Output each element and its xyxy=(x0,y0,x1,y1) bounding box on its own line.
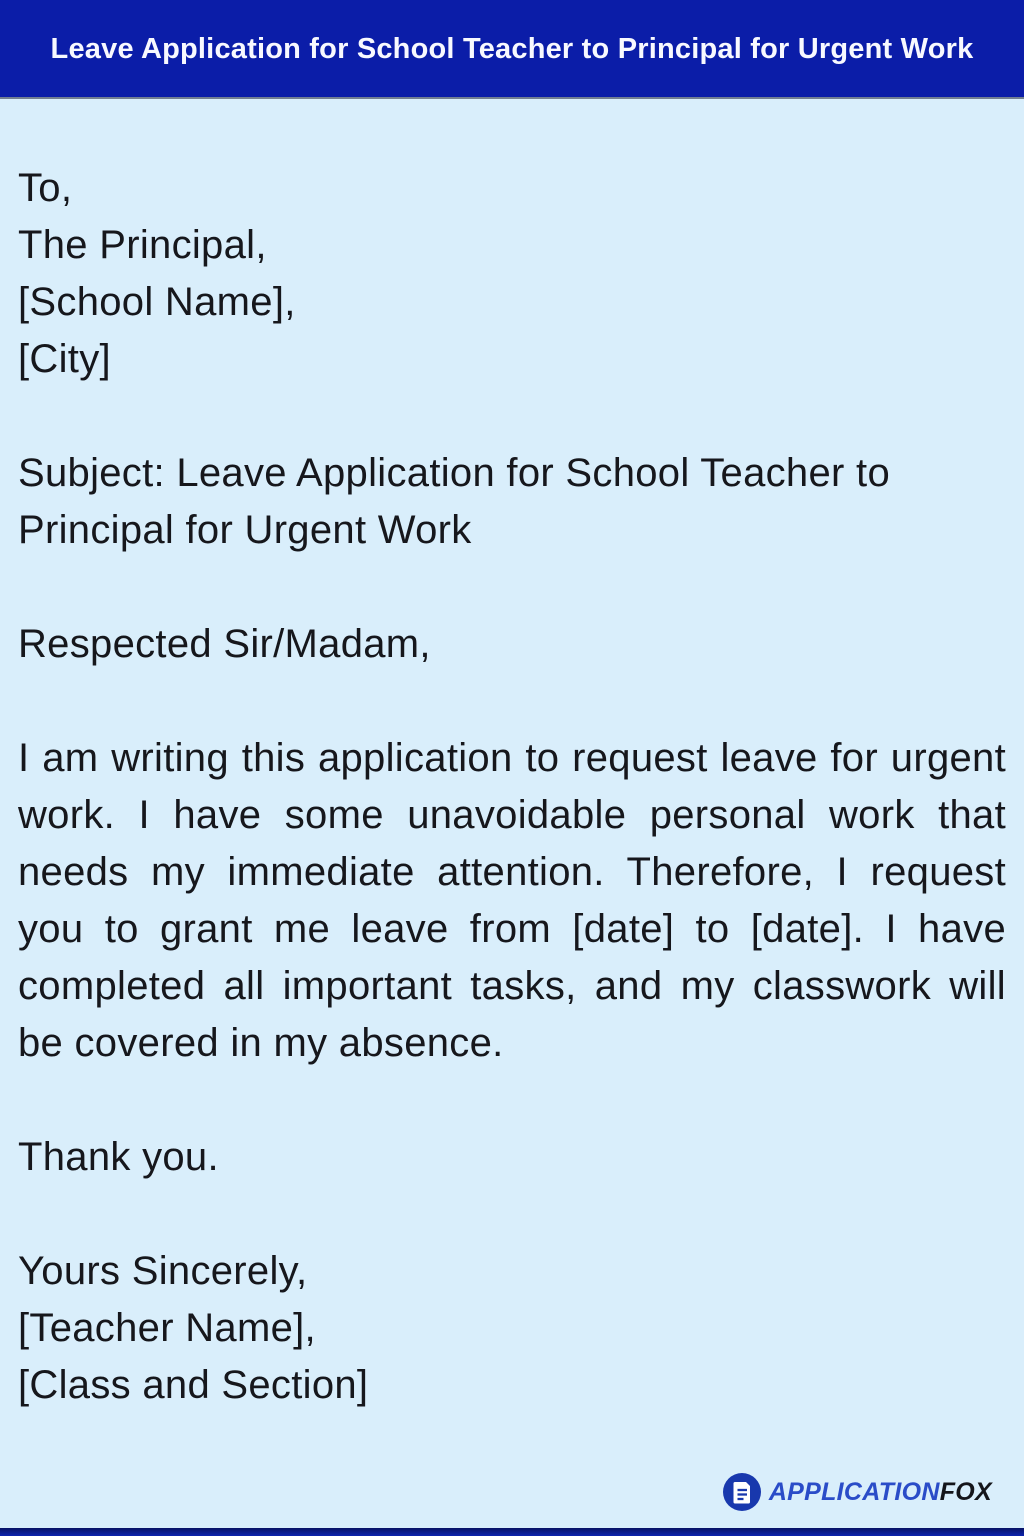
closing-line-class-section: [Class and Section] xyxy=(18,1363,369,1407)
address-line-school: [School Name], xyxy=(18,280,296,324)
salutation: Respected Sir/Madam, xyxy=(18,622,431,666)
title-banner xyxy=(0,0,1024,97)
footer-bar xyxy=(0,1528,1024,1536)
applicationfox-logo xyxy=(722,1472,992,1512)
page-title: Leave Application for School Teacher to Principal for Urgent Work xyxy=(50,32,974,65)
letter-body xyxy=(0,160,1024,1414)
body-paragraph: I am writing this application to request leave for urgent work. I have some unavoidable personal work that needs my immediate attention. Therefore, I request you to grant me leave from [date] to [date]. I have completed all important tasks, and my classwork will be covered in my absence. xyxy=(18,736,1006,1065)
address-line-city: [City] xyxy=(18,337,111,381)
address-line-to: To, xyxy=(18,166,73,210)
logo-wordmark xyxy=(769,1478,992,1507)
thank-you-line: Thank you. xyxy=(18,1135,219,1179)
signature-block xyxy=(18,1243,1006,1414)
address-line-principal: The Principal, xyxy=(18,223,267,267)
document-icon xyxy=(722,1472,762,1512)
closing-line-sincerely: Yours Sincerely, xyxy=(18,1249,308,1293)
subject-line: Subject: Leave Application for School Teacher to Principal for Urgent Work xyxy=(18,451,890,552)
logo-text-application: APPLICATION xyxy=(768,1477,940,1506)
closing-line-teacher-name: [Teacher Name], xyxy=(18,1306,316,1350)
logo-text-fox: FOX xyxy=(939,1477,992,1506)
recipient-address-block xyxy=(18,160,1006,388)
